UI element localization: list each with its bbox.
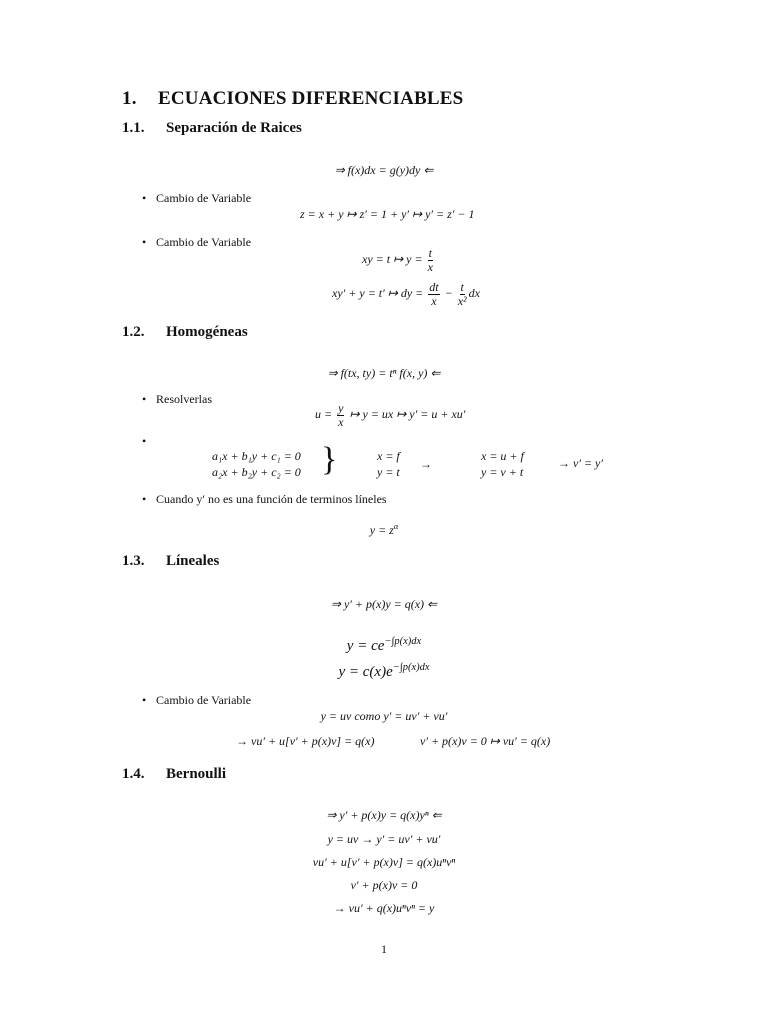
equation-tail: dx (468, 285, 480, 300)
equation: → vu′ + u[v′ + p(x)v] = q(x) (236, 734, 375, 748)
equation: ⇒ f(x)dx = g(y)dy ⇐ (334, 163, 434, 177)
system-line: x = u + f (481, 449, 524, 463)
equation: ⇒ y′ + p(x)y = q(x) ⇐ (330, 597, 438, 611)
system-line: y = v + t (481, 465, 524, 479)
section-number: 1. (122, 88, 137, 109)
equation: ⇒ y′ + p(x)y = q(x)yⁿ ⇐ (326, 808, 442, 822)
equation (362, 247, 435, 273)
list-item: • Cuando y′ no es una función de terminos líneles (142, 492, 387, 507)
subsection-number: 1.4. (122, 766, 145, 782)
denominator: x (427, 259, 433, 274)
right-brace: } (321, 441, 338, 478)
equation: y = uv como y′ = uv′ + vu′ (320, 709, 448, 723)
numerator: t (428, 246, 432, 260)
fraction (337, 402, 344, 428)
denominator: x (338, 414, 344, 429)
list-item: • Resolverlas (142, 392, 212, 407)
denominator: x² (457, 293, 467, 308)
system-line: y = t (377, 465, 400, 479)
system-line: a₂x + b₂y + c₂ = 0 (212, 465, 301, 479)
equation: vu′ + u[v′ + p(x)v] = q(x)uⁿvⁿ (312, 855, 456, 869)
equation: $y = z^\alpha$ (369, 522, 399, 537)
system-line: a₁x + b₁y + c₁ = 0 (212, 449, 301, 463)
equation-left: u = (315, 406, 333, 421)
equation-right: ↦ y = ux ↦ y′ = u + xu′ (349, 406, 466, 421)
subsection-title: Homogéneas (166, 324, 248, 340)
equation (332, 281, 480, 307)
list-item: • Cambio de Variable (142, 235, 251, 250)
equation-left: xy = t ↦ y = (362, 251, 423, 266)
subsection-heading (122, 553, 219, 570)
equation: z = x + y ↦ z′ = 1 + y′ ↦ y′ = z′ − 1 (300, 207, 475, 221)
equation-system (212, 448, 301, 480)
list-item: • Cambio de Variable (142, 693, 251, 708)
fraction (428, 247, 433, 273)
equation-system (377, 448, 400, 480)
equation-system (481, 448, 524, 480)
list-item (142, 434, 156, 449)
operator: − (444, 285, 453, 300)
equation: $y = ce^{-\int p(x)dx}$ (346, 636, 422, 654)
subsection-number: 1.3. (122, 553, 145, 569)
section-title: ECUACIONES DIFERENCIABLES (158, 88, 464, 109)
subsection-title: Separación de Raices (166, 120, 302, 136)
equation: v′ + p(x)v = 0 ↦ vu′ = q(x) (420, 734, 551, 748)
page-number: 1 (381, 942, 387, 956)
equation: → vu′ + q(x)uⁿvⁿ = y (333, 901, 435, 915)
equation: v′ + p(x)v = 0 (350, 878, 418, 892)
subsection-number: 1.2. (122, 324, 145, 340)
subsection-title: Bernoulli (166, 766, 227, 782)
equation: $y = c(x)e^{-\int p(x)dx}$ (338, 662, 430, 680)
equation: y = uv → y′ = uv′ + vu′ (327, 832, 441, 846)
numerator: dt (429, 280, 439, 294)
system-line: x = f (377, 449, 400, 463)
fraction (428, 281, 439, 307)
subsection-heading (122, 324, 248, 341)
list-item: • Cambio de Variable (142, 191, 251, 206)
arrow-icon: → (420, 457, 432, 471)
numerator: y (338, 401, 344, 415)
numerator: t (460, 280, 464, 294)
subsection-title: Líneales (166, 553, 220, 569)
subsection-number: 1.1. (122, 120, 145, 136)
equation (315, 402, 465, 428)
fraction (458, 281, 467, 307)
equation: → v′ = y′ (558, 456, 603, 470)
denominator: x (431, 293, 437, 308)
section-heading (122, 88, 463, 110)
equation-left: xy′ + y = t′ ↦ dy = (332, 285, 424, 300)
subsection-heading (122, 120, 302, 137)
subsection-heading (122, 766, 226, 783)
equation: ⇒ f(tx, ty) = tⁿ f(x, y) ⇐ (327, 366, 441, 380)
